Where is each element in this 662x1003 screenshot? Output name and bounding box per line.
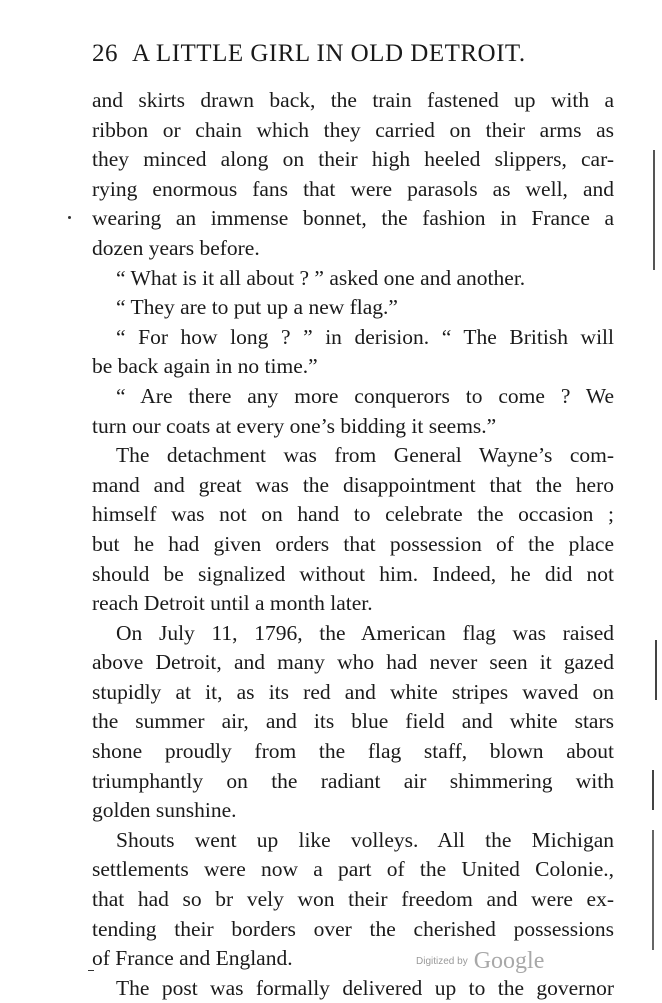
text-line: golden sunshine. — [92, 798, 237, 823]
text-line: “ They are to put up a new flag.” — [116, 295, 398, 320]
text-line: Shouts went up like volleys. All the Michigan — [116, 827, 614, 852]
text-line: they minced along on their high heeled slippers, car- — [92, 147, 614, 172]
page-number: 26 — [92, 40, 118, 67]
text-line: “ Are there any more conquerors to come ? We — [116, 383, 614, 408]
text-line: The post was formally delivered up to the governor — [116, 975, 614, 1000]
text-line: mand and great was the disappointment that the hero — [92, 472, 614, 497]
text-line: should be signalized without him. Indeed, he did not — [92, 561, 614, 586]
text-line: reach Detroit until a month later. — [92, 591, 373, 616]
text-line: rying enormous fans that were parasols as well, and — [92, 176, 614, 201]
text-line: himself was not on hand to celebrate the occasion ; — [92, 502, 614, 527]
scan-edge-mark — [652, 830, 654, 950]
text-line: triumphantly on the radiant air shimmering with — [92, 768, 614, 793]
body-text — [92, 86, 614, 1003]
text-line: The detachment was from General Wayne’s com- — [116, 443, 614, 468]
running-header — [92, 40, 614, 74]
scan-edge-mark — [655, 640, 657, 700]
text-line: settlements were now a part of the United Colonie., — [92, 857, 614, 882]
text-line: but he had given orders that possession of the place — [92, 531, 614, 556]
text-line: ribbon or chain which they carried on their arms as — [92, 117, 614, 142]
scan-speck — [68, 216, 71, 219]
text-line: “ For how long ? ” in derision. “ The British will — [116, 324, 614, 349]
running-title: A LITTLE GIRL IN OLD DETROIT. — [132, 40, 526, 67]
text-line: turn our coats at every one’s bidding it seems.” — [92, 413, 497, 438]
text-line: shone proudly from the flag staff, blown about — [92, 739, 614, 764]
text-line: of France and England. — [92, 946, 293, 971]
google-logo: Google — [473, 948, 545, 974]
text-line: and skirts drawn back, the train fastened up with a — [92, 88, 614, 112]
text-line: On July 11, 1796, the American flag was raised — [116, 620, 614, 645]
google-watermark — [416, 948, 576, 978]
text-line: dozen years before. — [92, 235, 260, 260]
text-line: the summer air, and its blue field and white stars — [92, 709, 614, 734]
text-line: that had so br vely won their freedom and were ex- — [92, 887, 614, 912]
watermark-prefix: Digitized by — [416, 956, 468, 967]
text-line: wearing an immense bonnet, the fashion in France a — [92, 206, 614, 231]
text-line: stupidly at it, as its red and white stripes waved on — [92, 679, 614, 704]
text-line: “ What is it all about ? ” asked one and another. — [116, 265, 526, 290]
scan-speck — [88, 970, 94, 971]
scan-edge-mark — [652, 770, 654, 810]
scan-edge-mark — [653, 150, 655, 270]
text-line: above Detroit, and many who had never seen it gazed — [92, 650, 614, 675]
text-line: tending their borders over the cherished possessions — [92, 916, 614, 941]
text-line: be back again in no time.” — [92, 354, 318, 379]
